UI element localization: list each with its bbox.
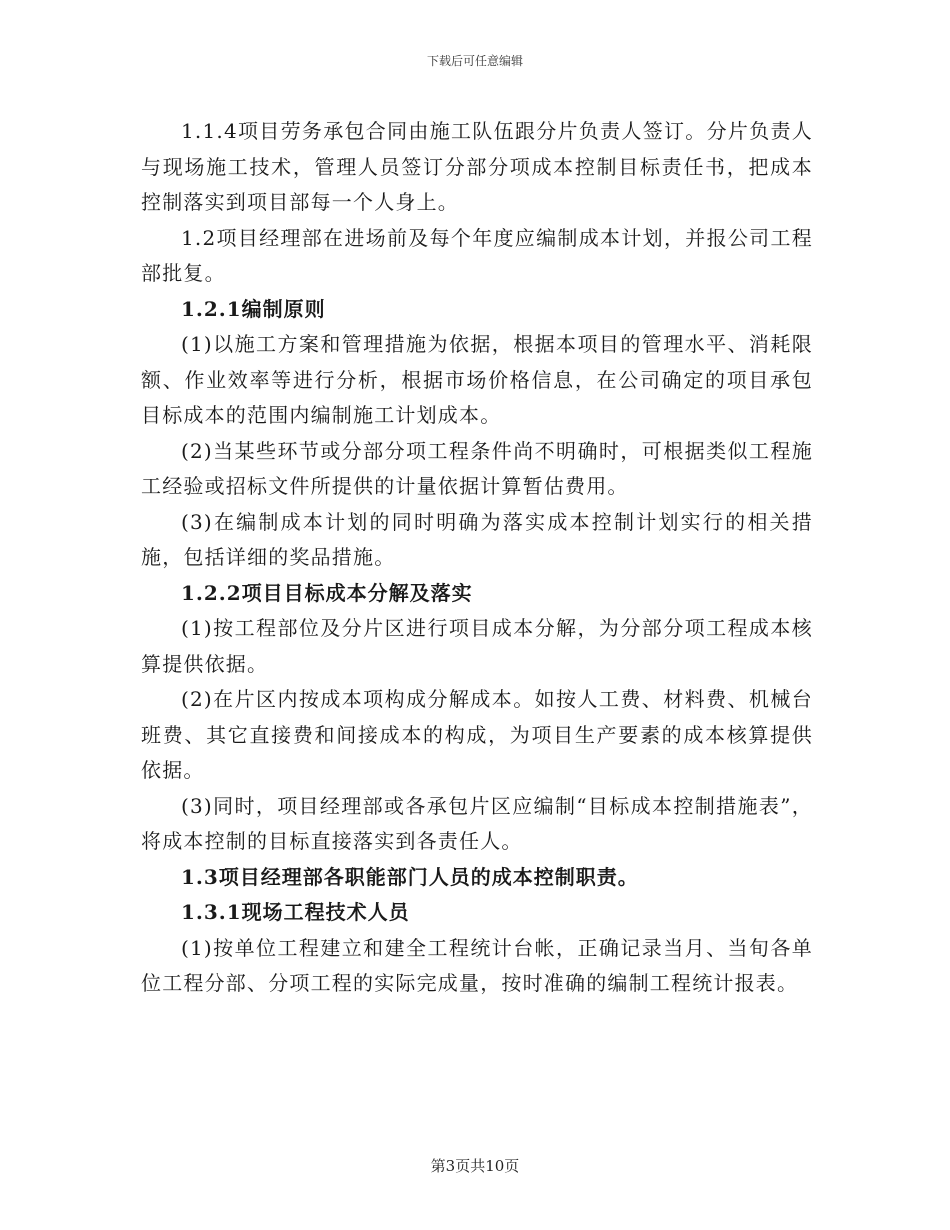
paragraph-item-1b: (1)按工程部位及分片区进行项目成本分解，为分部分项工程成本核算提供依据。 <box>141 616 813 676</box>
paragraph-item-3b: (3)同时，项目经理部或各承包片区应编制“目标成本控制措施表”，将成本控制的目标直接落实到各责任人。 <box>141 793 813 853</box>
page-header-note: 下载后可任意编辑 <box>426 54 523 68</box>
heading-1-2-1: 1.2.1编制原则 <box>181 296 326 321</box>
paragraph-1-2: 1.2项目经理部在进场前及每个年度应编制成本计划，并报公司工程部批复。 <box>141 225 813 285</box>
paragraph-1-1-4: 1.1.4项目劳务承包合同由施工队伍跟分片负责人签订。分片负责人与现场施工技术，管理人员签订分部分项成本控制目标责任书，把成本控制落实到项目部每一个人身上。 <box>141 119 813 214</box>
paragraph-item-2b: (2)在片区内按成本项构成分解成本。如按人工费、材料费、机械台班费、其它直接费和间接成本的构成，为项目生产要素的成本核算提供依据。 <box>141 687 813 782</box>
heading-1-2-2: 1.2.2项目目标成本分解及落实 <box>181 580 473 605</box>
paragraph-item-1c: (1)按单位工程建立和建全工程统计台帐，正确记录当月、当旬各单位工程分部、分项工程的实际完成量，按时准确的编制工程统计报表。 <box>141 935 813 995</box>
paragraph-item-2: (2)当某些环节或分部分项工程条件尚不明确时，可根据类似工程施工经验或招标文件所提供的计量依据计算暂估费用。 <box>141 438 813 498</box>
page-number: 第3页共10页 <box>430 1157 520 1175</box>
document-body <box>141 114 813 1002</box>
heading-1-3-1: 1.3.1现场工程技术人员 <box>181 900 410 924</box>
heading-1-3: 1.3项目经理部各职能部门人员的成本控制职责。 <box>181 864 639 889</box>
paragraph-item-1: (1)以施工方案和管理措施为依据，根据本项目的管理水平、消耗限额、作业效率等进行分析，根据市场价格信息，在公司确定的项目承包目标成本的范围内编制施工计划成本。 <box>141 332 813 427</box>
paragraph-item-3: (3)在编制成本计划的同时明确为落实成本控制计划实行的相关措施，包括详细的奖品措施。 <box>141 509 813 569</box>
